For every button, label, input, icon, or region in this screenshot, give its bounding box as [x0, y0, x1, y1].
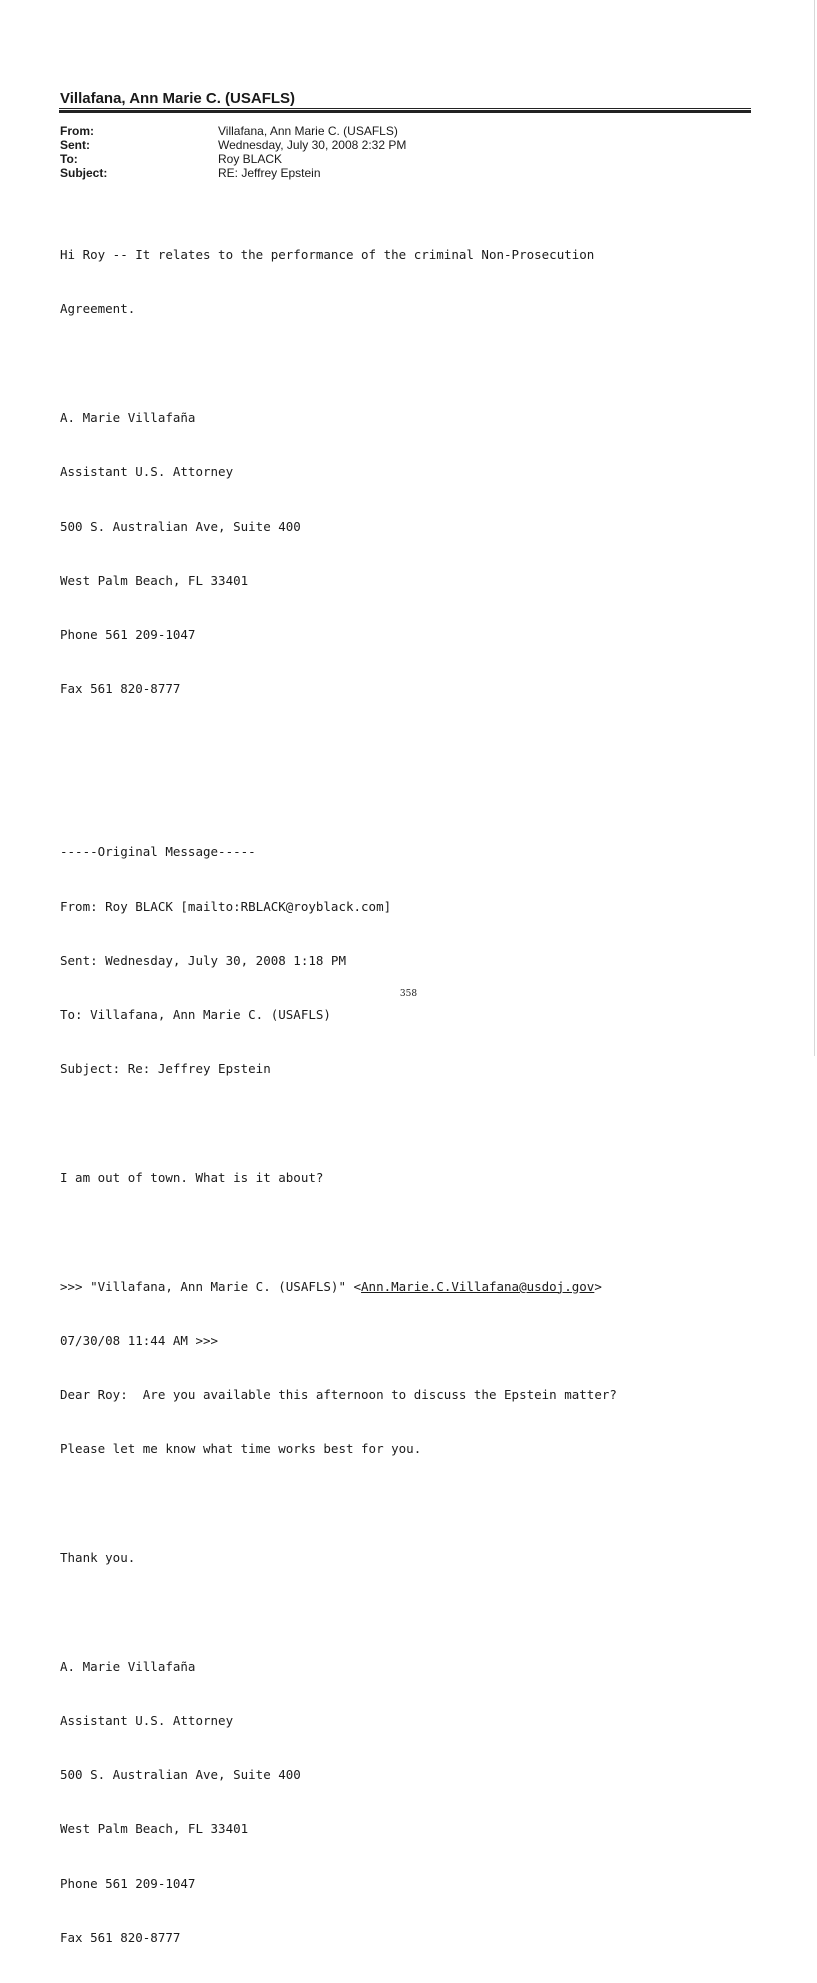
quoted-thanks: Thank you.: [60, 1549, 136, 1565]
original-to: To: Villafana, Ann Marie C. (USAFLS): [60, 1007, 331, 1023]
sender-heading: Villafana, Ann Marie C. (USAFLS): [60, 90, 296, 107]
quoted-email-link[interactable]: Ann.Marie.C.Villafana@usdoj.gov: [361, 1278, 595, 1294]
spacer: [60, 789, 760, 807]
scan-edge: [814, 0, 815, 1056]
signature-phone: Phone 561 209-1047: [60, 627, 196, 643]
original-message-text: I am out of town. What is it about?: [60, 1169, 324, 1185]
meta-sent-row: [60, 138, 406, 152]
spacer: [60, 355, 760, 373]
original-from: From: Roy BLACK [mailto:RBLACK@royblack.com]: [60, 898, 392, 914]
email-meta: [60, 124, 406, 180]
subject-value: RE: Jeffrey Epstein: [218, 166, 321, 180]
sent-value: Wednesday, July 30, 2008 2:32 PM: [218, 138, 407, 152]
quoted-date-line: 07/30/08 11:44 AM >>>: [60, 1332, 219, 1348]
subject-label: Subject:: [60, 166, 108, 180]
signature2-address: 500 S. Australian Ave, Suite 400: [60, 1767, 301, 1783]
quoted-prefix: >>> "Villafana, Ann Marie C. (USAFLS)" <: [60, 1278, 362, 1294]
spacer: [60, 735, 760, 753]
signature-name: A. Marie Villafaña: [60, 410, 196, 426]
signature2-title: Assistant U.S. Attorney: [60, 1712, 234, 1728]
signature-fax: Fax 561 820-8777: [60, 681, 181, 697]
email-body: [60, 210, 760, 1983]
quoted-line-1: Dear Roy: Are you available this afternoon to discuss the Epstein matter?: [60, 1387, 617, 1403]
reply-line-2: Agreement.: [60, 301, 136, 317]
from-value: Villafana, Ann Marie C. (USAFLS): [218, 124, 398, 138]
meta-subject-row: [60, 166, 406, 180]
reply-line-1: Hi Roy -- It relates to the performance of the criminal Non-Prosecution: [60, 247, 595, 263]
meta-from-row: [60, 124, 406, 138]
original-subject: Subject: Re: Jeffrey Epstein: [60, 1061, 271, 1077]
spacer: [60, 1495, 760, 1513]
to-label: To:: [60, 152, 78, 166]
page-number: 358: [399, 989, 418, 999]
meta-to-row: [60, 152, 406, 166]
signature2-fax: Fax 561 820-8777: [60, 1929, 181, 1945]
quoted-header-line: [60, 1278, 760, 1296]
signature2-city: West Palm Beach, FL 33401: [60, 1821, 249, 1837]
signature-address: 500 S. Australian Ave, Suite 400: [60, 518, 301, 534]
sent-label: Sent:: [60, 138, 90, 152]
spacer: [60, 1223, 760, 1241]
signature-title: Assistant U.S. Attorney: [60, 464, 234, 480]
signature2-phone: Phone 561 209-1047: [60, 1875, 196, 1891]
quoted-line-2: Please let me know what time works best for you.: [60, 1441, 422, 1457]
to-value: Roy BLACK: [218, 152, 283, 166]
header-divider: [59, 108, 751, 113]
signature2-name: A. Marie Villafaña: [60, 1658, 196, 1674]
spacer: [60, 1603, 760, 1621]
from-label: From:: [60, 124, 94, 138]
quoted-suffix: >: [594, 1278, 602, 1294]
original-message-divider: -----Original Message-----: [60, 844, 256, 860]
signature-city: West Palm Beach, FL 33401: [60, 572, 249, 588]
spacer: [60, 1115, 760, 1133]
original-sent: Sent: Wednesday, July 30, 2008 1:18 PM: [60, 952, 346, 968]
